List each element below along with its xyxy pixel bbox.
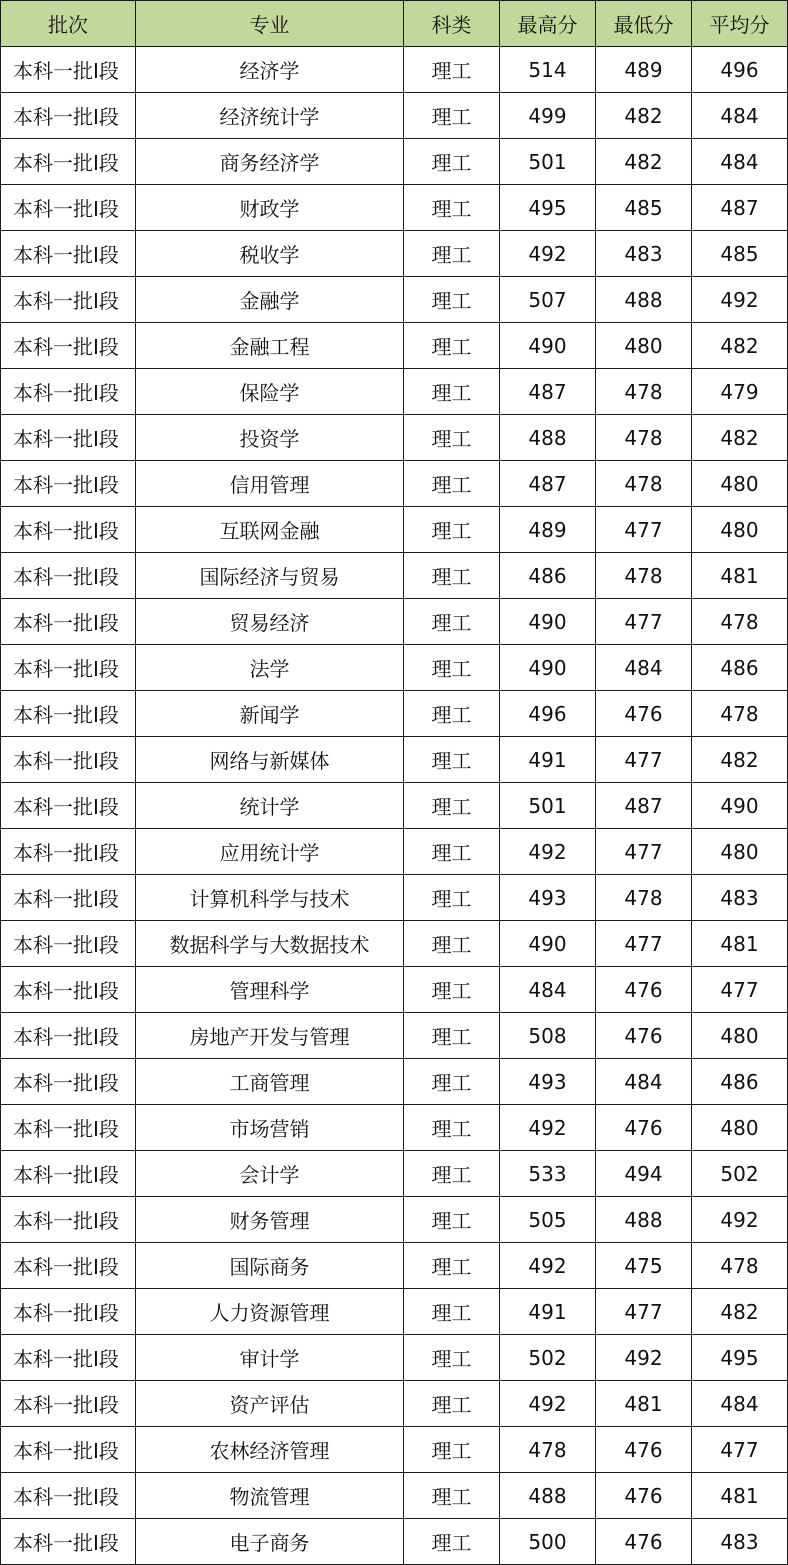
cell-batch: 本科一批I段	[1, 829, 136, 875]
cell-batch: 本科一批I段	[1, 369, 136, 415]
table-row	[1, 1473, 788, 1519]
cell-min-score: 476	[596, 1473, 692, 1519]
cell-max-score: 478	[500, 1427, 596, 1473]
cell-max-score: 501	[500, 783, 596, 829]
cell-avg-score: 484	[692, 139, 788, 185]
cell-category: 理工	[404, 323, 500, 369]
header-category: 科类	[404, 1, 500, 47]
cell-min-score: 476	[596, 1519, 692, 1565]
table-row	[1, 783, 788, 829]
cell-min-score: 478	[596, 369, 692, 415]
cell-max-score: 500	[500, 1519, 596, 1565]
cell-min-score: 478	[596, 875, 692, 921]
cell-batch: 本科一批I段	[1, 1059, 136, 1105]
cell-max-score: 490	[500, 645, 596, 691]
cell-min-score: 477	[596, 737, 692, 783]
cell-category: 理工	[404, 277, 500, 323]
cell-avg-score: 502	[692, 1151, 788, 1197]
cell-batch: 本科一批I段	[1, 231, 136, 277]
cell-min-score: 484	[596, 645, 692, 691]
table-row	[1, 139, 788, 185]
cell-max-score: 484	[500, 967, 596, 1013]
cell-min-score: 492	[596, 1335, 692, 1381]
table-row	[1, 1427, 788, 1473]
cell-max-score: 507	[500, 277, 596, 323]
table-row	[1, 369, 788, 415]
cell-min-score: 476	[596, 1427, 692, 1473]
cell-batch: 本科一批I段	[1, 921, 136, 967]
cell-major: 电子商务	[136, 1519, 404, 1565]
cell-max-score: 514	[500, 47, 596, 93]
cell-min-score: 489	[596, 47, 692, 93]
cell-avg-score: 492	[692, 277, 788, 323]
table-row	[1, 553, 788, 599]
cell-category: 理工	[404, 783, 500, 829]
cell-major: 投资学	[136, 415, 404, 461]
cell-major: 国际商务	[136, 1243, 404, 1289]
cell-category: 理工	[404, 1197, 500, 1243]
cell-max-score: 499	[500, 93, 596, 139]
cell-min-score: 477	[596, 921, 692, 967]
cell-category: 理工	[404, 875, 500, 921]
table-row	[1, 1335, 788, 1381]
cell-major: 互联网金融	[136, 507, 404, 553]
header-max-score: 最高分	[500, 1, 596, 47]
cell-batch: 本科一批I段	[1, 93, 136, 139]
cell-batch: 本科一批I段	[1, 553, 136, 599]
cell-batch: 本科一批I段	[1, 1427, 136, 1473]
cell-max-score: 508	[500, 1013, 596, 1059]
cell-avg-score: 492	[692, 1197, 788, 1243]
cell-min-score: 477	[596, 507, 692, 553]
cell-category: 理工	[404, 737, 500, 783]
cell-major: 审计学	[136, 1335, 404, 1381]
cell-min-score: 477	[596, 829, 692, 875]
cell-min-score: 494	[596, 1151, 692, 1197]
cell-avg-score: 481	[692, 921, 788, 967]
cell-major: 财政学	[136, 185, 404, 231]
cell-batch: 本科一批I段	[1, 1243, 136, 1289]
cell-major: 信用管理	[136, 461, 404, 507]
cell-avg-score: 484	[692, 1381, 788, 1427]
header-min-score: 最低分	[596, 1, 692, 47]
table-row	[1, 231, 788, 277]
table-row	[1, 967, 788, 1013]
cell-major: 管理科学	[136, 967, 404, 1013]
cell-category: 理工	[404, 1427, 500, 1473]
cell-avg-score: 477	[692, 967, 788, 1013]
table-row	[1, 1197, 788, 1243]
cell-max-score: 492	[500, 829, 596, 875]
cell-avg-score: 480	[692, 507, 788, 553]
table-row	[1, 1105, 788, 1151]
cell-batch: 本科一批I段	[1, 415, 136, 461]
table-row	[1, 507, 788, 553]
cell-avg-score: 486	[692, 645, 788, 691]
cell-avg-score: 482	[692, 415, 788, 461]
cell-batch: 本科一批I段	[1, 323, 136, 369]
cell-min-score: 476	[596, 967, 692, 1013]
cell-category: 理工	[404, 1335, 500, 1381]
cell-category: 理工	[404, 507, 500, 553]
cell-min-score: 478	[596, 415, 692, 461]
cell-min-score: 476	[596, 1105, 692, 1151]
cell-max-score: 487	[500, 369, 596, 415]
header-batch: 批次	[1, 1, 136, 47]
cell-major: 网络与新媒体	[136, 737, 404, 783]
header-avg-score: 平均分	[692, 1, 788, 47]
cell-batch: 本科一批I段	[1, 737, 136, 783]
cell-max-score: 489	[500, 507, 596, 553]
cell-max-score: 492	[500, 1243, 596, 1289]
cell-major: 工商管理	[136, 1059, 404, 1105]
table-row	[1, 1059, 788, 1105]
cell-major: 法学	[136, 645, 404, 691]
cell-category: 理工	[404, 921, 500, 967]
cell-major: 计算机科学与技术	[136, 875, 404, 921]
cell-major: 统计学	[136, 783, 404, 829]
cell-category: 理工	[404, 645, 500, 691]
cell-avg-score: 481	[692, 553, 788, 599]
cell-max-score: 496	[500, 691, 596, 737]
cell-category: 理工	[404, 47, 500, 93]
cell-avg-score: 484	[692, 93, 788, 139]
cell-category: 理工	[404, 1473, 500, 1519]
table-row	[1, 921, 788, 967]
cell-category: 理工	[404, 1059, 500, 1105]
cell-major: 经济学	[136, 47, 404, 93]
cell-min-score: 487	[596, 783, 692, 829]
cell-avg-score: 482	[692, 323, 788, 369]
cell-batch: 本科一批I段	[1, 691, 136, 737]
cell-major: 国际经济与贸易	[136, 553, 404, 599]
table-row	[1, 1013, 788, 1059]
table-row	[1, 691, 788, 737]
cell-avg-score: 480	[692, 461, 788, 507]
cell-major: 数据科学与大数据技术	[136, 921, 404, 967]
cell-avg-score: 480	[692, 829, 788, 875]
cell-avg-score: 495	[692, 1335, 788, 1381]
cell-batch: 本科一批I段	[1, 1289, 136, 1335]
cell-major: 房地产开发与管理	[136, 1013, 404, 1059]
cell-max-score: 490	[500, 599, 596, 645]
table-row	[1, 185, 788, 231]
table-row	[1, 1381, 788, 1427]
cell-avg-score: 478	[692, 1243, 788, 1289]
cell-major: 金融学	[136, 277, 404, 323]
cell-avg-score: 478	[692, 691, 788, 737]
header-major: 专业	[136, 1, 404, 47]
table-row	[1, 1289, 788, 1335]
cell-max-score: 505	[500, 1197, 596, 1243]
table-row	[1, 93, 788, 139]
cell-major: 保险学	[136, 369, 404, 415]
cell-major: 市场营销	[136, 1105, 404, 1151]
cell-max-score: 493	[500, 875, 596, 921]
cell-category: 理工	[404, 967, 500, 1013]
table-row	[1, 277, 788, 323]
cell-min-score: 481	[596, 1381, 692, 1427]
cell-max-score: 493	[500, 1059, 596, 1105]
cell-category: 理工	[404, 829, 500, 875]
table-row	[1, 599, 788, 645]
cell-avg-score: 485	[692, 231, 788, 277]
cell-min-score: 475	[596, 1243, 692, 1289]
cell-category: 理工	[404, 461, 500, 507]
cell-batch: 本科一批I段	[1, 1473, 136, 1519]
cell-batch: 本科一批I段	[1, 461, 136, 507]
cell-batch: 本科一批I段	[1, 47, 136, 93]
cell-category: 理工	[404, 1243, 500, 1289]
cell-max-score: 488	[500, 1473, 596, 1519]
cell-avg-score: 486	[692, 1059, 788, 1105]
cell-category: 理工	[404, 599, 500, 645]
cell-max-score: 492	[500, 231, 596, 277]
cell-batch: 本科一批I段	[1, 1335, 136, 1381]
cell-category: 理工	[404, 1105, 500, 1151]
cell-major: 农林经济管理	[136, 1427, 404, 1473]
table-row	[1, 1151, 788, 1197]
cell-major: 金融工程	[136, 323, 404, 369]
cell-category: 理工	[404, 231, 500, 277]
cell-min-score: 482	[596, 139, 692, 185]
table-row	[1, 415, 788, 461]
cell-major: 财务管理	[136, 1197, 404, 1243]
cell-category: 理工	[404, 1151, 500, 1197]
cell-min-score: 488	[596, 1197, 692, 1243]
cell-min-score: 477	[596, 1289, 692, 1335]
table-header-row	[1, 1, 788, 47]
cell-min-score: 478	[596, 461, 692, 507]
cell-batch: 本科一批I段	[1, 1519, 136, 1565]
cell-max-score: 487	[500, 461, 596, 507]
table-row	[1, 1243, 788, 1289]
table-row	[1, 461, 788, 507]
cell-max-score: 490	[500, 323, 596, 369]
cell-major: 新闻学	[136, 691, 404, 737]
cell-min-score: 488	[596, 277, 692, 323]
table-row	[1, 47, 788, 93]
cell-min-score: 478	[596, 553, 692, 599]
cell-category: 理工	[404, 1381, 500, 1427]
cell-major: 人力资源管理	[136, 1289, 404, 1335]
table-row	[1, 1519, 788, 1565]
cell-category: 理工	[404, 369, 500, 415]
cell-batch: 本科一批I段	[1, 599, 136, 645]
cell-major: 税收学	[136, 231, 404, 277]
cell-min-score: 484	[596, 1059, 692, 1105]
cell-avg-score: 480	[692, 1105, 788, 1151]
cell-batch: 本科一批I段	[1, 507, 136, 553]
cell-category: 理工	[404, 185, 500, 231]
cell-avg-score: 490	[692, 783, 788, 829]
cell-batch: 本科一批I段	[1, 185, 136, 231]
cell-batch: 本科一批I段	[1, 1381, 136, 1427]
cell-min-score: 476	[596, 691, 692, 737]
cell-avg-score: 496	[692, 47, 788, 93]
table-body	[1, 47, 788, 1565]
cell-max-score: 502	[500, 1335, 596, 1381]
cell-major: 会计学	[136, 1151, 404, 1197]
cell-avg-score: 478	[692, 599, 788, 645]
cell-major: 资产评估	[136, 1381, 404, 1427]
cell-avg-score: 479	[692, 369, 788, 415]
cell-max-score: 492	[500, 1381, 596, 1427]
cell-min-score: 482	[596, 93, 692, 139]
cell-batch: 本科一批I段	[1, 875, 136, 921]
cell-max-score: 495	[500, 185, 596, 231]
cell-category: 理工	[404, 553, 500, 599]
cell-batch: 本科一批I段	[1, 1013, 136, 1059]
cell-avg-score: 477	[692, 1427, 788, 1473]
cell-avg-score: 482	[692, 1289, 788, 1335]
cell-max-score: 491	[500, 1289, 596, 1335]
table-row	[1, 875, 788, 921]
cell-batch: 本科一批I段	[1, 967, 136, 1013]
cell-major: 应用统计学	[136, 829, 404, 875]
table-row	[1, 829, 788, 875]
table-row	[1, 645, 788, 691]
cell-batch: 本科一批I段	[1, 1105, 136, 1151]
cell-batch: 本科一批I段	[1, 1151, 136, 1197]
cell-max-score: 501	[500, 139, 596, 185]
table-row	[1, 323, 788, 369]
cell-category: 理工	[404, 93, 500, 139]
cell-category: 理工	[404, 1519, 500, 1565]
cell-max-score: 491	[500, 737, 596, 783]
cell-major: 贸易经济	[136, 599, 404, 645]
cell-batch: 本科一批I段	[1, 783, 136, 829]
cell-batch: 本科一批I段	[1, 1197, 136, 1243]
cell-avg-score: 480	[692, 1013, 788, 1059]
cell-min-score: 483	[596, 231, 692, 277]
cell-min-score: 480	[596, 323, 692, 369]
cell-avg-score: 481	[692, 1473, 788, 1519]
cell-avg-score: 483	[692, 875, 788, 921]
cell-avg-score: 487	[692, 185, 788, 231]
cell-max-score: 490	[500, 921, 596, 967]
cell-min-score: 477	[596, 599, 692, 645]
cell-category: 理工	[404, 691, 500, 737]
cell-category: 理工	[404, 1289, 500, 1335]
cell-max-score: 492	[500, 1105, 596, 1151]
cell-batch: 本科一批I段	[1, 645, 136, 691]
cell-major: 商务经济学	[136, 139, 404, 185]
cell-major: 物流管理	[136, 1473, 404, 1519]
cell-max-score: 533	[500, 1151, 596, 1197]
cell-batch: 本科一批I段	[1, 277, 136, 323]
table-row	[1, 737, 788, 783]
cell-category: 理工	[404, 139, 500, 185]
cell-min-score: 476	[596, 1013, 692, 1059]
cell-major: 经济统计学	[136, 93, 404, 139]
cell-avg-score: 483	[692, 1519, 788, 1565]
cell-batch: 本科一批I段	[1, 139, 136, 185]
cell-max-score: 486	[500, 553, 596, 599]
cell-min-score: 485	[596, 185, 692, 231]
cell-category: 理工	[404, 1013, 500, 1059]
cell-max-score: 488	[500, 415, 596, 461]
cell-category: 理工	[404, 415, 500, 461]
cell-avg-score: 482	[692, 737, 788, 783]
